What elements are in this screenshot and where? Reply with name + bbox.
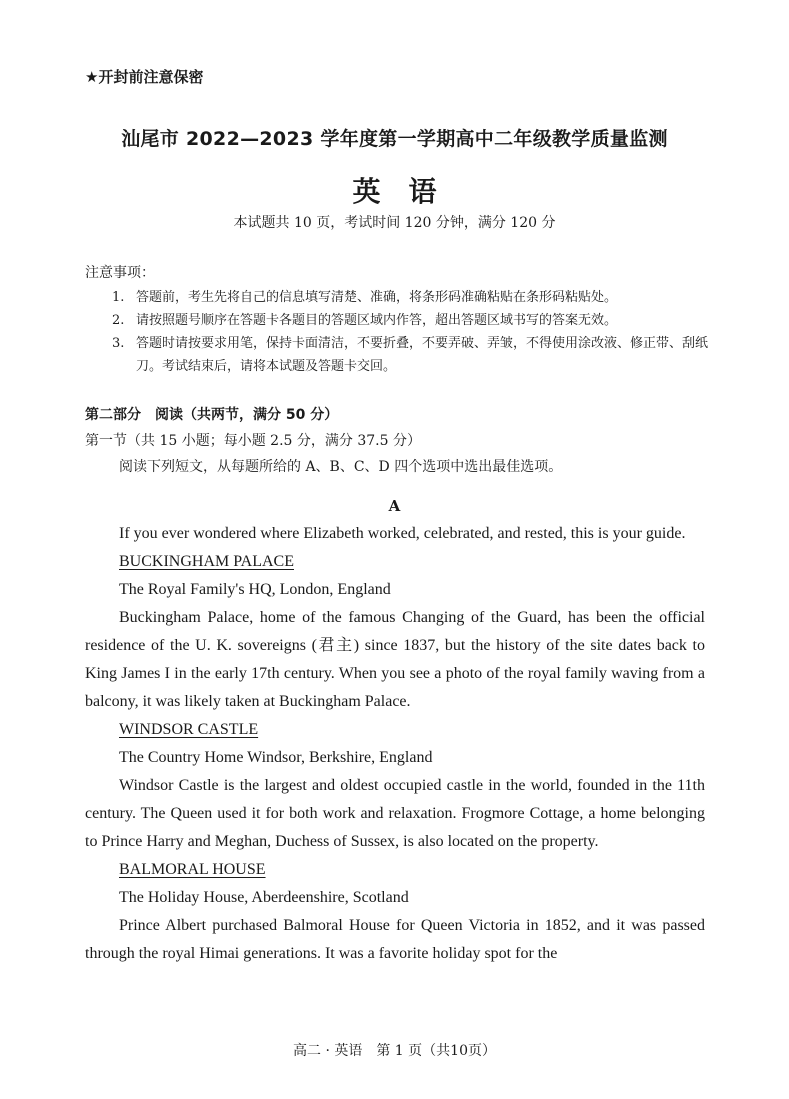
place-heading: WINDSOR CASTLE — [119, 721, 259, 738]
part-heading: 第二部分 阅读（共两节，满分 50 分） — [85, 407, 339, 423]
page-footer: 高二 · 英语 第 1 页（共10页） — [293, 1043, 496, 1059]
place-description: Prince Albert purchased Balmoral House for Queen Victoria in 1852, and it was passed through the royal Himai generations. It was a favorite holiday spot for the — [85, 917, 705, 962]
note-item — [112, 309, 712, 332]
section-heading: 第一节（共 15 小题；每小题 2.5 分，满分 37.5 分） — [85, 433, 421, 449]
note-text: 答题前，考生先将自己的信息填写清楚、准确，将条形码准确粘贴在条形码粘贴处。 — [136, 290, 618, 305]
passage-intro: If you ever wondered where Elizabeth worked, celebrated, and rested, this is your guide. — [119, 525, 686, 542]
note-number: 3. — [112, 336, 125, 351]
place-description: Windsor Castle is the largest and oldest occupied castle in the world, founded in the 11th century. The Queen used it for both work and relaxation. Frogmore Cottage, a home belonging to Prince Harry and Meghan, Duchess of Sussex, is also located on the property. — [85, 777, 705, 850]
exam-info: 本试题共 10 页，考试时间 120 分钟，满分 120 分 — [233, 215, 556, 231]
place-subtitle: The Holiday House, Aberdeenshire, Scotland — [119, 889, 409, 906]
note-text: 答题时请按要求用笔，保持卡面清洁，不要折叠，不要弄破、弄皱，不得使用涂改液、修正带、刮纸刀。考试结束后，请将本试题及答题卡交回。 — [136, 336, 709, 374]
confidential-notice: ★开封前注意保密 — [85, 68, 204, 86]
note-item — [112, 286, 712, 309]
note-text: 请按照题号顺序在答题卡各题目的答题区域内作答，超出答题区域书写的答案无效。 — [136, 313, 618, 328]
note-number: 1. — [112, 290, 125, 305]
notes-heading: 注意事项： — [85, 265, 155, 281]
note-number: 2. — [112, 313, 125, 328]
place-subtitle: The Royal Family's HQ, London, England — [119, 581, 391, 598]
place-subtitle: The Country Home Windsor, Berkshire, England — [119, 749, 433, 766]
place-description: Buckingham Palace, home of the famous Changing of the Guard, has been the official residence of the U. K. sovereigns (君主) since 1837, but the history of the site dates back to King James I in the early 17th century. When you see a photo of the royal family waving from a balcony, it was likely taken at Buckingham Palace. — [85, 609, 705, 710]
notes-list — [112, 286, 712, 378]
exam-title: 汕尾市 2022—2023 学年度第一学期高中二年级教学质量监测 — [121, 128, 668, 150]
passage-body — [85, 520, 705, 968]
passage-label: A — [388, 497, 401, 515]
place-heading: BALMORAL HOUSE — [119, 861, 266, 878]
subject-title: 英语 — [352, 175, 465, 208]
place-heading: BUCKINGHAM PALACE — [119, 553, 294, 570]
note-item — [112, 332, 712, 378]
reading-instructions: 阅读下列短文，从每题所给的 A、B、C、D 四个选项中选出最佳选项。 — [119, 459, 563, 475]
